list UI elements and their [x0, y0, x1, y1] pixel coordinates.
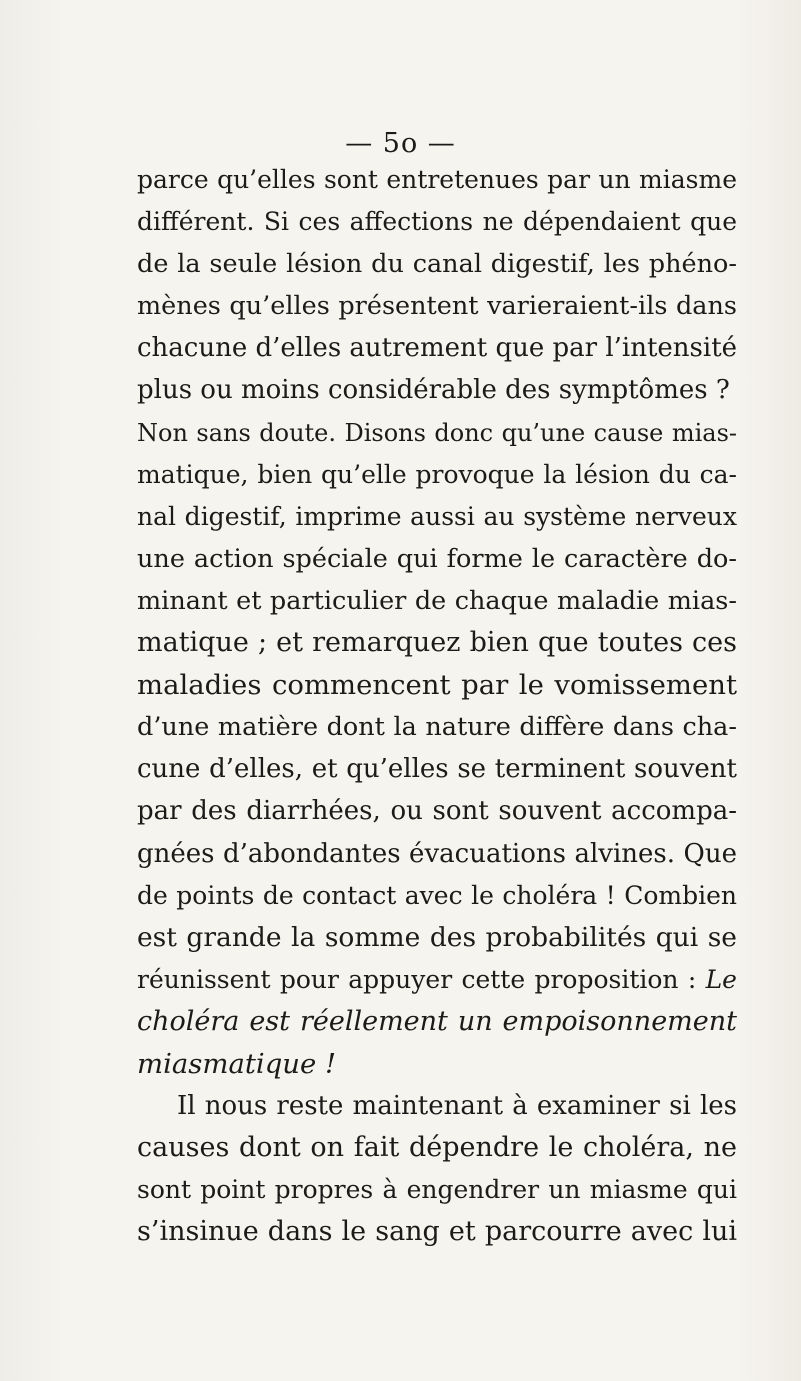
- text-line-with-italic: [137, 959, 737, 1001]
- text-line: mènes qu’elles présentent varieraient-ils dans: [137, 291, 737, 322]
- text-line: minant et particulier de chaque maladie mias-: [137, 585, 737, 616]
- text-segment: réunissent pour appuyer cette proposition :: [137, 964, 697, 994]
- text-line: une action spéciale qui forme le caractère do-: [137, 543, 737, 574]
- text-line: plus ou moins considérable des symptômes ?: [137, 375, 730, 406]
- page-number: — 5o —: [345, 128, 456, 159]
- text-line: gnées d’abondantes évacuations alvines. Que: [137, 838, 737, 869]
- paragraph-2-line: sont point propres à engendrer un miasme qui: [137, 1175, 737, 1205]
- paragraph-2-line: s’insinue dans le sang et parcourre avec lui: [137, 1216, 737, 1248]
- text-line: différent. Si ces affections ne dépendaient que: [137, 207, 737, 237]
- paragraph-2-line: causes dont on fait dépendre le choléra, ne: [137, 1132, 737, 1164]
- text-line: de la seule lésion du canal digestif, les phéno-: [137, 249, 737, 280]
- italic-line: choléra est réellement un empoisonnement: [137, 1005, 737, 1037]
- text-line: de points de contact avec le choléra ! Combien: [137, 880, 737, 910]
- italic-text: Le: [705, 964, 737, 994]
- text-line: matique, bien qu’elle provoque la lésion du ca-: [137, 459, 737, 489]
- paragraph-2-line: Il nous reste maintenant à examiner si les: [177, 1091, 737, 1122]
- text-line: maladies commencent par le vomissement: [137, 669, 737, 702]
- text-line: est grande la somme des probabilités qui se: [137, 921, 737, 953]
- text-line: matique ; et remarquez bien que toutes ces: [137, 627, 737, 659]
- italic-line: miasmatique !: [137, 1047, 337, 1080]
- body-text: [137, 159, 737, 1253]
- text-line: par des diarrhées, ou sont souvent accompa-: [137, 796, 737, 827]
- text-line: nal digestif, imprime aussi au système nerveux: [137, 501, 737, 531]
- text-line: d’une matière dont la nature diffère dans cha-: [137, 712, 737, 743]
- text-line: chacune d’elles autrement que par l’intensité: [137, 333, 738, 364]
- text-line: parce qu’elles sont entretenues par un miasme: [137, 165, 737, 194]
- text-line: cune d’elles, et qu’elles se terminent souvent: [137, 754, 737, 785]
- text-line: Non sans doute. Disons donc qu’une cause mias-: [137, 418, 737, 447]
